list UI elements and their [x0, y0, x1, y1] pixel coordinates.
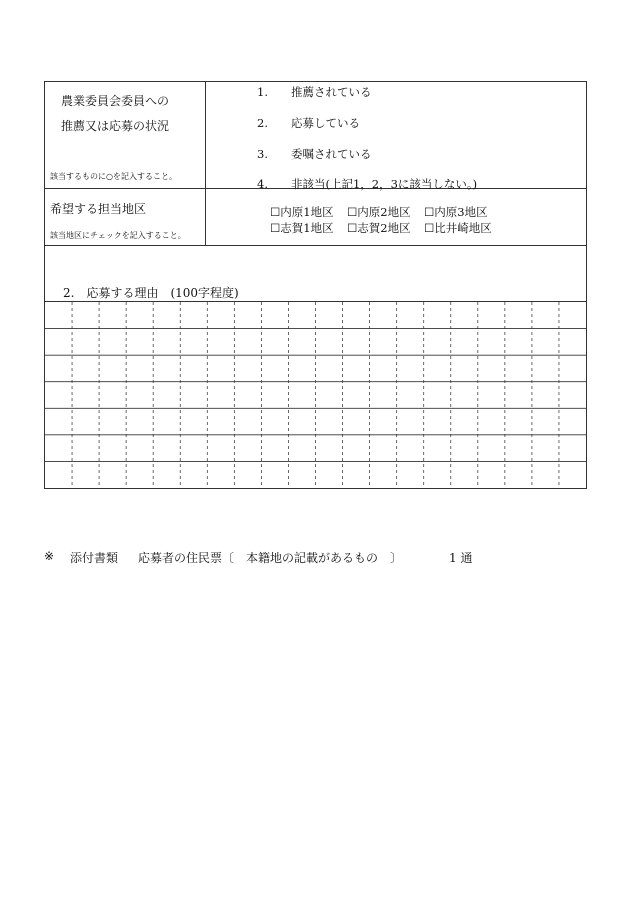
column-divider — [205, 189, 206, 245]
option-recommended[interactable]: 1. 推薦されている — [257, 85, 372, 99]
nomination-status-label-line1: 農業委員会委員への — [61, 94, 170, 108]
district-note: 該当地区にチェックを記入すること。 — [50, 231, 186, 240]
district-row — [45, 189, 586, 246]
column-divider — [205, 82, 206, 188]
attachment-count: 1 通 — [449, 551, 473, 565]
checkbox-uchihara-1[interactable]: ☐内原1地区 — [270, 205, 334, 219]
checkbox-shiga-1[interactable]: ☐志賀1地区 — [270, 221, 334, 235]
application-form-table — [44, 81, 587, 489]
option-not-applicable[interactable]: 4. 非該当(上記1，2，3に該当しない。) — [257, 177, 478, 191]
reason-title: 2. 応募する理由 (100字程度) — [63, 286, 239, 300]
attachment-label: 添付書類 — [70, 551, 119, 565]
district-label: 希望する担当地区 — [50, 202, 147, 216]
nomination-status-label-line2: 推薦又は応募の状況 — [61, 119, 170, 133]
option-applied[interactable]: 2. 応募している — [257, 116, 360, 130]
nomination-status-row — [45, 82, 586, 189]
checkbox-shiga-2[interactable]: ☐志賀2地区 — [347, 221, 411, 235]
checkbox-uchihara-3[interactable]: ☐内原3地区 — [424, 205, 488, 219]
checkbox-hiizaki[interactable]: ☐比井崎地区 — [424, 221, 492, 235]
checkbox-uchihara-2[interactable]: ☐内原2地区 — [347, 205, 411, 219]
reason-header-row — [45, 246, 586, 302]
footer-mark: ※ — [44, 549, 55, 563]
nomination-status-note: 該当するものに○を記入すること。 — [50, 172, 177, 181]
reason-writing-grid[interactable] — [45, 302, 586, 488]
option-commissioned[interactable]: 3. 委嘱されている — [257, 147, 372, 161]
attachment-document: 応募者の住民票〔 本籍地の記載があるもの 〕 — [138, 551, 403, 565]
